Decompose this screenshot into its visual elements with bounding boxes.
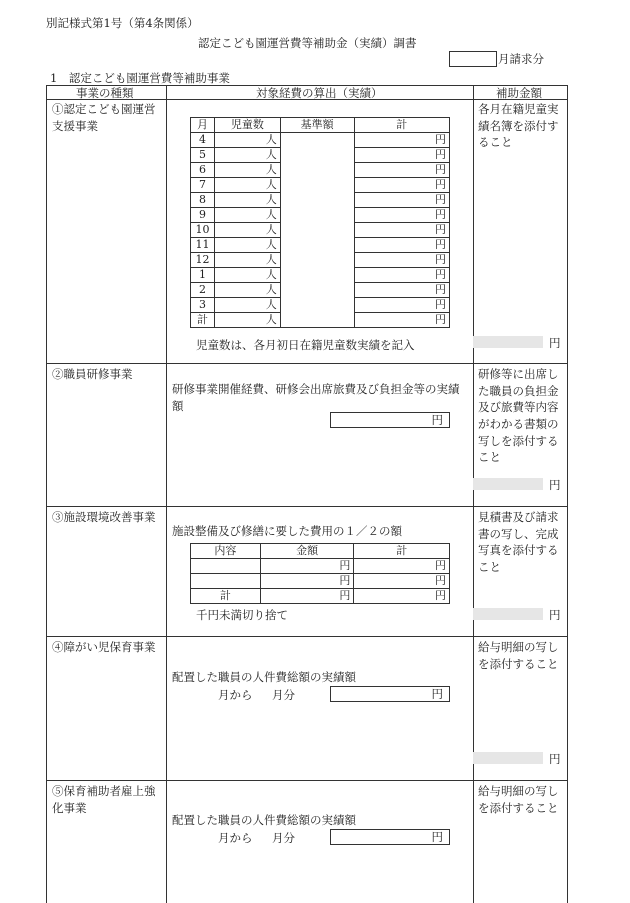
s4-description: 配置した職員の人件費総額の実績額	[172, 670, 356, 684]
s1-total-cell[interactable]	[354, 313, 449, 328]
s3-content-cell[interactable]	[191, 574, 261, 589]
yen-unit: 円	[435, 193, 446, 206]
s1-children-cell[interactable]	[214, 223, 280, 238]
s3-header-total: 計	[354, 544, 450, 559]
s3-header-amount: 金額	[260, 544, 354, 559]
person-unit: 人	[265, 238, 277, 251]
s1-children-cell[interactable]	[214, 298, 280, 313]
s5-expense-yen: 円	[431, 830, 443, 844]
s1-amount-yen: 円	[549, 336, 561, 350]
s4-period-to: 月分	[272, 688, 295, 702]
table-row	[191, 178, 450, 193]
s1-children-cell[interactable]	[214, 253, 280, 268]
person-unit: 人	[265, 298, 277, 311]
header-subsidy-amount: 補助金額	[496, 86, 542, 100]
s1-header-children: 児童数	[214, 118, 280, 133]
s2-expense-input[interactable]	[330, 412, 450, 428]
s1-month-cell: 8	[191, 193, 215, 208]
yen-unit: 円	[435, 163, 446, 176]
s1-total-cell[interactable]	[354, 163, 449, 178]
s4-expense-yen: 円	[431, 687, 443, 701]
person-unit: 人	[265, 283, 277, 296]
s1-children-cell[interactable]	[214, 283, 280, 298]
s1-standard-cell[interactable]	[280, 313, 354, 328]
s3-total-sum-cell[interactable]	[354, 589, 450, 604]
s1-month-cell: 11	[191, 238, 215, 253]
s2-expense-yen: 円	[431, 413, 443, 427]
table-row	[191, 313, 450, 328]
yen-unit: 円	[435, 238, 446, 251]
s1-month-cell: 5	[191, 148, 215, 163]
table-row	[191, 133, 450, 148]
s5-attachment-note: 給与明細の写しを添付すること	[478, 784, 559, 815]
table-row	[191, 283, 450, 298]
s1-children-cell[interactable]	[214, 193, 280, 208]
s3-amount-yen: 円	[549, 608, 561, 622]
yen-unit: 円	[435, 559, 446, 572]
table-row	[191, 574, 450, 589]
s1-standard-cell[interactable]	[280, 223, 354, 238]
s2-amount-field[interactable]	[473, 478, 543, 490]
s1-total-cell[interactable]	[354, 193, 449, 208]
s1-month-cell: 9	[191, 208, 215, 223]
person-unit: 人	[265, 313, 277, 326]
s5-period-from: 月から	[218, 831, 253, 845]
s3-attachment-note: 見積書及び請求書の写し、完成写真を添付すること	[478, 510, 559, 575]
person-unit: 人	[265, 193, 277, 206]
yen-unit: 円	[435, 574, 446, 587]
s3-amount-cell[interactable]	[260, 559, 354, 574]
s4-amount-field[interactable]	[473, 752, 543, 764]
yen-unit: 円	[435, 133, 446, 146]
yen-unit: 円	[435, 313, 446, 326]
table-row	[191, 238, 450, 253]
s1-standard-cell[interactable]	[280, 253, 354, 268]
s1-month-cell: 10	[191, 223, 215, 238]
s3-content-cell[interactable]	[191, 559, 261, 574]
s1-month-cell: 7	[191, 178, 215, 193]
s1-standard-cell[interactable]	[280, 268, 354, 283]
s5-business-name: ⑤保育補助者雇上強化事業	[52, 784, 156, 815]
yen-unit: 円	[435, 589, 446, 602]
s3-header-content: 内容	[191, 544, 261, 559]
s4-attachment-note: 給与明細の写しを添付すること	[478, 640, 559, 671]
yen-unit: 円	[435, 298, 446, 311]
s1-month-cell: 3	[191, 298, 215, 313]
s1-standard-cell[interactable]	[280, 178, 354, 193]
s1-standard-cell[interactable]	[280, 208, 354, 223]
s3-description: 施設整備及び修繕に要した費用の１／２の額	[172, 524, 402, 538]
s1-total-cell[interactable]	[354, 268, 449, 283]
s1-children-cell[interactable]	[214, 163, 280, 178]
s4-amount-yen: 円	[549, 752, 561, 766]
table-row	[191, 223, 450, 238]
table-row	[191, 208, 450, 223]
s1-children-cell[interactable]	[214, 268, 280, 283]
s1-month-cell: 6	[191, 163, 215, 178]
s1-standard-cell[interactable]	[280, 193, 354, 208]
yen-unit: 円	[435, 253, 446, 266]
s1-children-cell[interactable]	[214, 208, 280, 223]
s1-total-cell[interactable]	[354, 133, 449, 148]
s1-total-cell[interactable]	[354, 283, 449, 298]
header-expense-calc: 対象経費の算出（実績）	[256, 86, 383, 100]
person-unit: 人	[265, 148, 277, 161]
person-unit: 人	[265, 208, 277, 221]
header-business-type: 事業の種類	[76, 86, 134, 100]
table-row	[191, 559, 450, 574]
s1-children-cell[interactable]	[214, 178, 280, 193]
section-title: 1 認定こども園運営費等補助事業	[50, 71, 230, 85]
s1-total-cell[interactable]	[354, 208, 449, 223]
s5-period-to: 月分	[272, 831, 295, 845]
s1-total-cell[interactable]	[354, 223, 449, 238]
s1-total-cell[interactable]	[354, 298, 449, 313]
table-row	[191, 148, 450, 163]
yen-unit: 円	[339, 559, 351, 572]
request-month-input[interactable]	[449, 51, 497, 67]
person-unit: 人	[265, 268, 277, 281]
s5-description: 配置した職員の人件費総額の実績額	[172, 813, 356, 827]
s3-amount-sum-cell[interactable]	[260, 589, 354, 604]
s5-expense-input[interactable]	[330, 829, 450, 845]
s1-total-cell[interactable]	[354, 253, 449, 268]
s1-total-label: 計	[191, 313, 215, 328]
yen-unit: 円	[435, 283, 446, 296]
s1-standard-cell[interactable]	[280, 298, 354, 313]
s1-attachment-note: 各月在籍児童実績名簿を添付すること	[478, 102, 559, 150]
yen-unit: 円	[435, 148, 446, 161]
s1-monthly-table	[190, 117, 450, 328]
table-row	[191, 298, 450, 313]
s3-total-cell[interactable]	[354, 574, 450, 589]
s1-footnote: 児童数は、各月初日在籍児童数実績を記入	[196, 338, 415, 352]
s1-children-cell[interactable]	[214, 313, 280, 328]
s3-total-label: 計	[191, 589, 261, 604]
s1-children-cell[interactable]	[214, 238, 280, 253]
s1-month-cell: 2	[191, 283, 215, 298]
s4-period-from: 月から	[218, 688, 253, 702]
s2-amount-yen: 円	[549, 478, 561, 492]
table-row	[191, 268, 450, 283]
s1-header-total: 計	[354, 118, 449, 133]
s2-business-name: ②職員研修事業	[52, 367, 133, 381]
s3-cost-table	[190, 543, 450, 604]
yen-unit: 円	[435, 178, 446, 191]
s4-expense-input[interactable]	[330, 686, 450, 702]
s1-total-cell[interactable]	[354, 178, 449, 193]
request-month-suffix: 月請求分	[498, 52, 544, 66]
s1-header-month: 月	[191, 118, 215, 133]
s1-children-cell[interactable]	[214, 133, 280, 148]
table-row	[191, 589, 450, 604]
s3-total-cell[interactable]	[354, 559, 450, 574]
s1-business-name: ①認定こども園運営支援事業	[52, 102, 156, 133]
s1-month-cell: 4	[191, 133, 215, 148]
s1-total-cell[interactable]	[354, 238, 449, 253]
s3-business-name: ③施設環境改善事業	[52, 510, 156, 524]
s2-description: 研修事業開催経費、研修会出席旅費及び負担金等の実績額	[172, 382, 460, 413]
s3-footnote: 千円未満切り捨て	[196, 608, 288, 622]
s1-header-standard: 基準額	[280, 118, 354, 133]
yen-unit: 円	[435, 223, 446, 236]
person-unit: 人	[265, 223, 277, 236]
s1-standard-cell[interactable]	[280, 283, 354, 298]
form-reference: 別記様式第1号（第4条関係）	[46, 16, 199, 30]
table-row	[191, 253, 450, 268]
s1-amount-field[interactable]	[473, 336, 543, 348]
person-unit: 人	[265, 253, 277, 266]
page-title: 認定こども園運営費等補助金（実績）調書	[198, 36, 417, 50]
person-unit: 人	[265, 178, 277, 191]
s2-attachment-note: 研修等に出席した職員の負担金及び旅費等内容がわかる書類の写しを添付すること	[478, 367, 559, 465]
s3-amount-cell[interactable]	[260, 574, 354, 589]
person-unit: 人	[265, 163, 277, 176]
s4-business-name: ④障がい児保育事業	[52, 640, 156, 654]
s1-children-cell[interactable]	[214, 148, 280, 163]
yen-unit: 円	[435, 208, 446, 221]
s1-standard-cell[interactable]	[280, 163, 354, 178]
yen-unit: 円	[435, 268, 446, 281]
s1-month-cell: 1	[191, 268, 215, 283]
s3-amount-field[interactable]	[473, 608, 543, 620]
table-row	[191, 193, 450, 208]
s1-month-cell: 12	[191, 253, 215, 268]
person-unit: 人	[265, 133, 277, 146]
s1-standard-cell[interactable]	[280, 133, 354, 148]
s1-standard-cell[interactable]	[280, 148, 354, 163]
yen-unit: 円	[339, 589, 351, 602]
s1-total-cell[interactable]	[354, 148, 449, 163]
s1-standard-cell[interactable]	[280, 238, 354, 253]
table-row	[191, 163, 450, 178]
yen-unit: 円	[339, 574, 351, 587]
